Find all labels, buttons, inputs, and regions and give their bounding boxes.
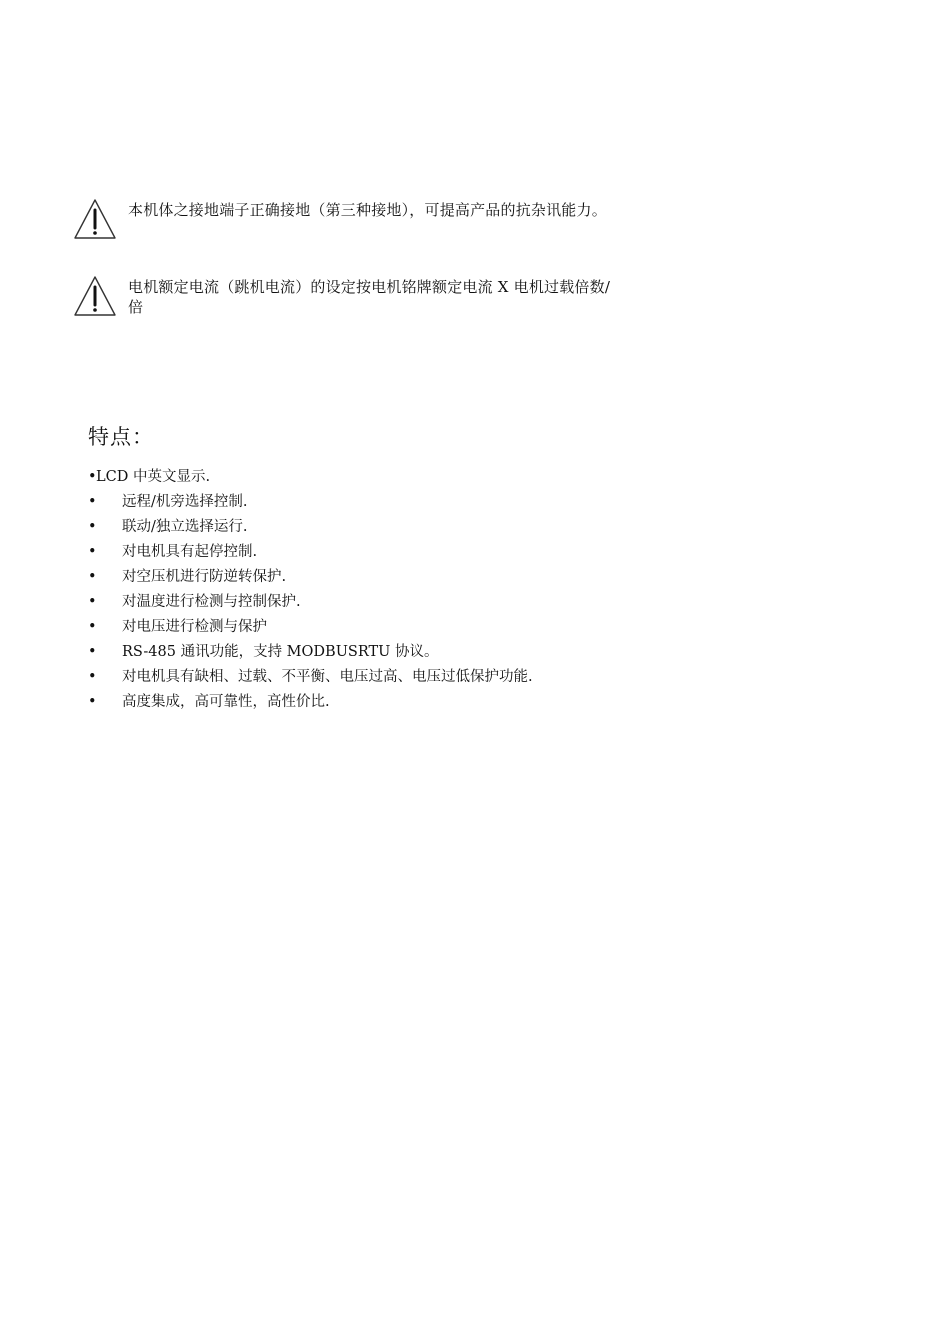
feature-text: 对空压机进行防逆转保护. — [122, 569, 287, 585]
features-heading: 特点： — [88, 425, 154, 449]
feature-text: 联动/独立选择运行. — [122, 519, 248, 535]
bullet-icon: • — [88, 644, 97, 660]
feature-text: 高度集成，高可靠性，高性价比. — [122, 694, 330, 710]
warning-text-line-1: 电机额定电流（跳机电流）的设定按电机铭牌额定电流 X 电机过载倍数/ — [128, 278, 611, 296]
bullet-icon: • — [88, 469, 97, 485]
bullet-icon: • — [88, 669, 97, 685]
feature-text: 对温度进行检测与控制保护. — [122, 594, 301, 610]
bullet-icon: • — [88, 519, 97, 535]
bullet-icon: • — [88, 544, 97, 560]
warning-triangle-icon — [72, 197, 118, 241]
feature-text: RS-485 通讯功能，支持 MODBUSRTU 协议。 — [122, 644, 439, 660]
bullet-icon: • — [88, 494, 97, 510]
bullet-icon: • — [88, 619, 97, 635]
bullet-icon: • — [88, 694, 97, 710]
warning-triangle-icon — [72, 274, 118, 318]
bullet-icon: • — [88, 569, 97, 585]
warning-text: 本机体之接地端子正确接地（第三种接地），可提高产品的抗杂讯能力。 — [128, 201, 607, 219]
feature-text: 对电机具有起停控制. — [122, 544, 258, 560]
feature-text: 对电机具有缺相、过载、不平衡、电压过高、电压过低保护功能. — [122, 669, 533, 685]
feature-text: LCD 中英文显示. — [96, 469, 211, 485]
bullet-icon: • — [88, 594, 97, 610]
feature-text: 远程/机旁选择控制. — [122, 494, 248, 510]
warning-text-line-2: 倍 — [128, 298, 144, 316]
feature-text: 对电压进行检测与保护 — [122, 619, 267, 635]
warning-text — [128, 277, 688, 317]
